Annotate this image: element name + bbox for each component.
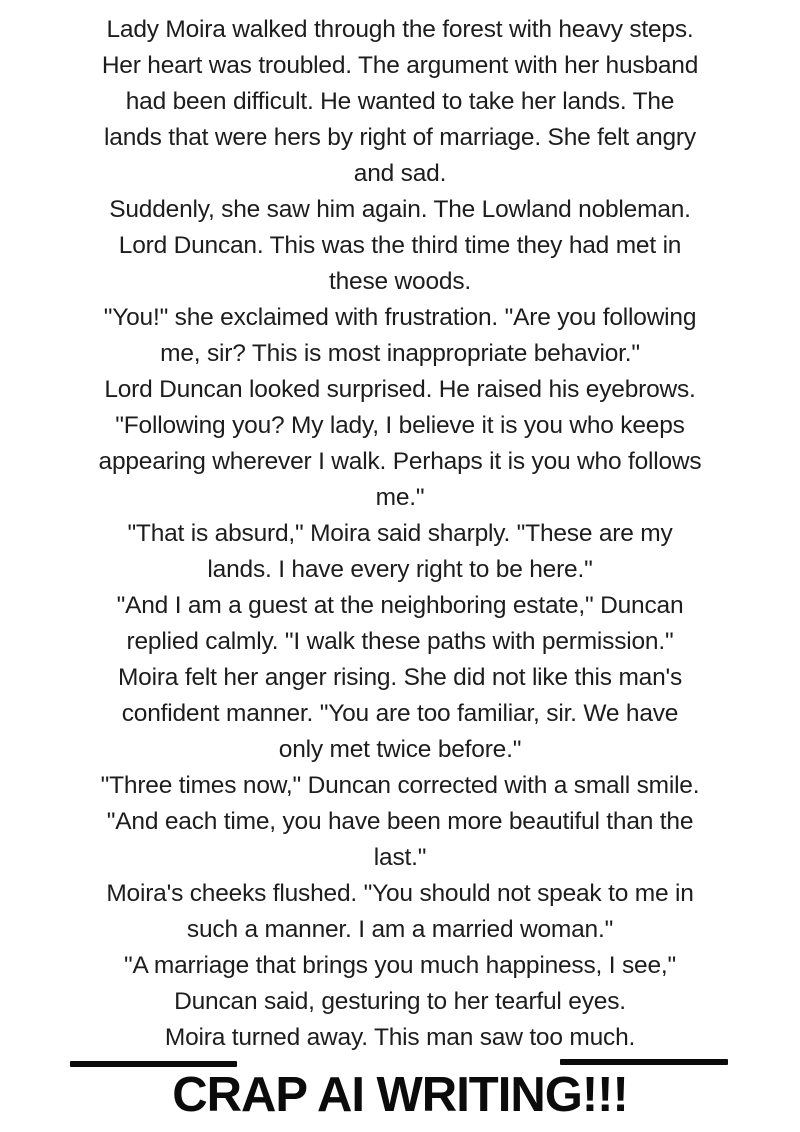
story-line: replied calmly. "I walk these paths with permission." [126,628,674,655]
story-line: me, sir? This is most inappropriate behavior." [160,340,640,367]
story-line: lands. I have every right to be here." [207,556,593,583]
story-line: such a manner. I am a married woman." [186,916,614,943]
story-line: "You!" she exclaimed with frustration. "Are you following [103,304,697,331]
story-line: these woods. [329,268,471,295]
story-line: "And each time, you have been more beautiful than the [106,808,694,835]
story-line: Moira felt her anger rising. She did not like this man's [117,664,683,691]
story-line: Lord Duncan looked surprised. He raised his eyebrows. [104,376,696,403]
story-line: confident manner. "You are too familiar, sir. We have [121,700,679,727]
right-strike-line [560,1059,728,1065]
story-line: Moira turned away. This man saw too much. [164,1024,636,1051]
story-line: Duncan said, gesturing to her tearful eyes. [174,988,626,1015]
story-line: had been difficult. He wanted to take her lands. The [125,88,675,115]
story-line: "Following you? My lady, I believe it is you who keeps [115,412,685,439]
story-text [0,12,800,1056]
story-line: me." [375,484,425,511]
story-line: Her heart was troubled. The argument with her husband [101,52,699,79]
story-line: appearing wherever I walk. Perhaps it is you who follows [98,448,702,475]
story-line: Lady Moira walked through the forest with heavy steps. [106,16,694,43]
story-line: only met twice before." [278,736,522,763]
story-line: "A marriage that brings you much happiness, I see," [124,952,676,979]
story-line: last." [373,844,427,871]
story-line: "That is absurd," Moira said sharply. "These are my [127,520,673,547]
story-line: Suddenly, she saw him again. The Lowland nobleman. [109,196,691,223]
story-line: Lord Duncan. This was the third time they had met in [118,232,682,259]
story-line: "And I am a guest at the neighboring estate," Duncan [116,592,684,619]
left-strike-line [70,1061,237,1067]
story-line: "Three times now," Duncan corrected with a small smile. [100,772,700,799]
story-line: and sad. [353,160,447,187]
story-line: Moira's cheeks flushed. "You should not speak to me in [106,880,694,907]
caption-text: CRAP AI WRITING!!! [172,1068,628,1122]
story-line: lands that were hers by right of marriage. She felt angry [104,124,696,151]
